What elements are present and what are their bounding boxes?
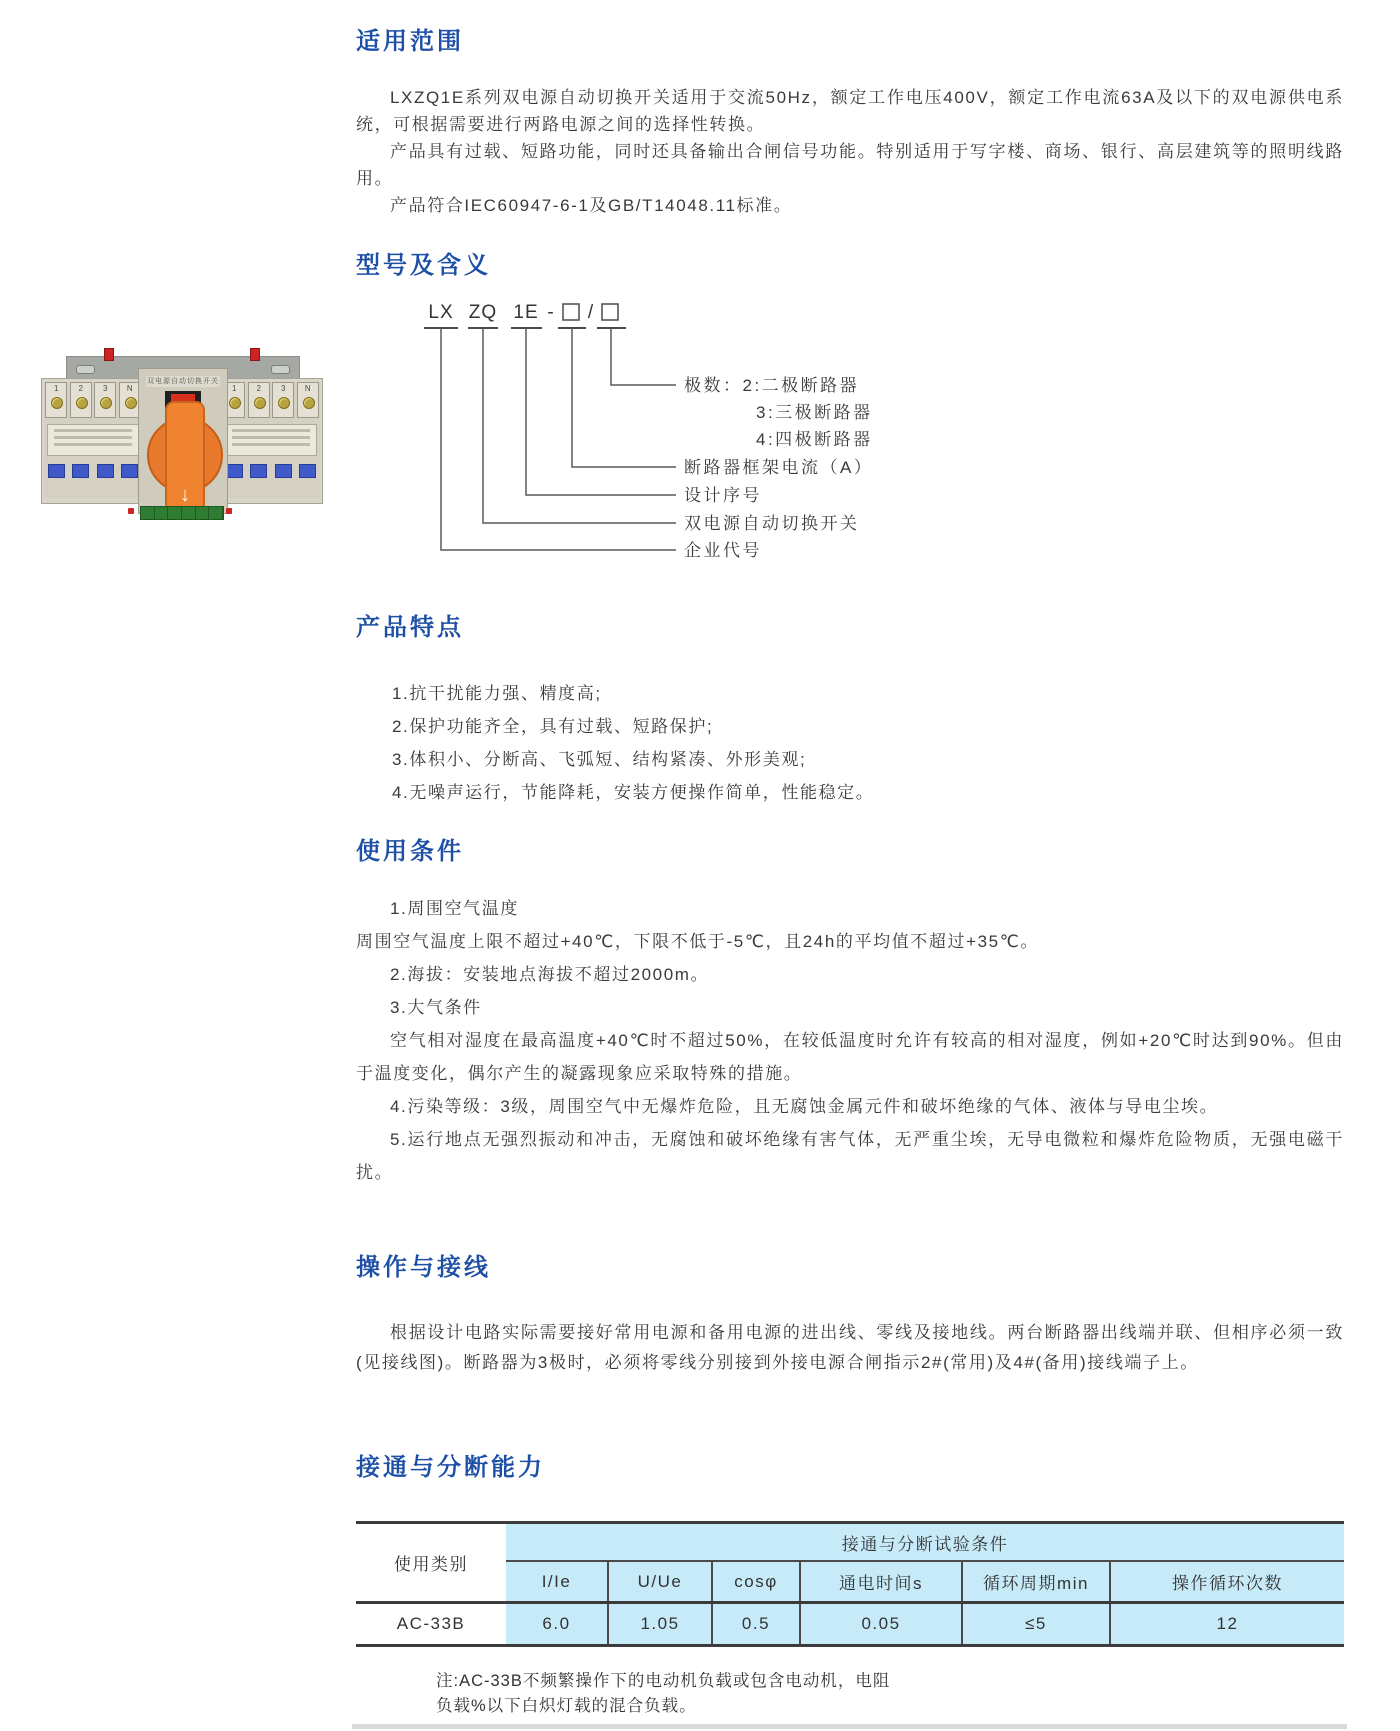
mounting-slot (76, 365, 95, 374)
col-header-cos-phi: cosφ (712, 1561, 800, 1603)
feature-item: 2.保护功能齐全，具有过载、短路保护; (392, 717, 714, 736)
feature-item: 1.抗干扰能力强、精度高; (392, 684, 602, 703)
model-code-1e: 1E (513, 302, 539, 323)
section-features (356, 612, 1344, 809)
table-note (436, 1669, 1344, 1719)
label-design-serial: 设计序号 (684, 486, 762, 505)
terminal (70, 382, 92, 418)
red-indicator (250, 348, 260, 361)
device-nameplate: 双电源自动切换开关 (147, 378, 219, 385)
switch-tab (226, 464, 243, 478)
breaker-bank-left (44, 382, 142, 498)
section-title-wiring: 操作与接线 (356, 1254, 491, 1281)
terminal-screw (278, 397, 290, 409)
switch-tab (97, 464, 114, 478)
wiring-paragraph: 根据设计电路实际需要接好常用电源和备用电源的进出线、零线及接地线。两台断路器出线端并联、但相序必须一致(见接线图)。断路器为3极时，必须将零线分别接到外接电源合闸指示2#(常用)及4#(备用)接线端子上。 (356, 1323, 1344, 1372)
terminal-label: N (304, 384, 311, 393)
label-poles: 极数：2:二极断路器 (684, 376, 860, 395)
section-scope (356, 26, 1344, 219)
model-code-dash: - (547, 302, 555, 323)
diagram-leader-lines (441, 328, 676, 550)
cell-i-ie: 6.0 (506, 1603, 608, 1646)
terminal-block-segment (141, 507, 155, 519)
condition-item: 5.运行地点无强烈振动和冲击，无腐蚀和破坏绝缘有害气体，无严重尘埃，无导电微粒和爆炸危险物质，无强电磁干扰。 (356, 1130, 1344, 1182)
table-note-line: 负载%以下白炽灯载的混合负载。 (436, 1697, 697, 1715)
terminal-screw (100, 397, 112, 409)
section-title-capacity: 接通与分断能力 (356, 1454, 545, 1481)
terminal-label: 2 (256, 384, 261, 393)
terminal-block-segment (196, 507, 210, 519)
section-capacity (356, 1452, 1344, 1719)
condition-item: 周围空气温度上限不超过+40℃，下限不低于-5℃，且24h的平均值不超过+35℃。 (356, 932, 1040, 951)
switch-tab (72, 464, 89, 478)
breaker-bank-right (222, 382, 320, 498)
section-title-scope: 适用范围 (356, 28, 464, 55)
label-poles-3: 3:三极断路器 (756, 403, 873, 422)
label-company-code: 企业代号 (684, 541, 762, 560)
switch-tab (299, 464, 316, 478)
terminal-row (44, 382, 142, 418)
label-poles-4: 4:四极断路器 (756, 430, 873, 449)
terminal-label: 2 (78, 384, 83, 393)
terminal-label: 1 (54, 384, 59, 393)
model-code-slash: / (587, 302, 595, 323)
feature-item: 3.体积小、分断高、飞弧短、结构紧凑、外形美观; (392, 750, 807, 769)
terminal-label: 3 (103, 384, 108, 393)
terminal-row (222, 382, 320, 418)
section-wiring (356, 1252, 1344, 1378)
label-line (54, 429, 132, 432)
red-indicator (128, 508, 134, 514)
feature-item: 4.无噪声运行，节能降耗，安装方便操作简单，性能稳定。 (392, 783, 875, 802)
condition-item: 空气相对湿度在最高温度+40℃时不超过50%，在较低温度时允许有较高的相对湿度，例如+20℃时达到90%。但由于温度变化，偶尔产生的凝露现象应采取特殊的措施。 (356, 1031, 1344, 1083)
section-model (356, 250, 1344, 576)
col-header-i-ie: I/Ie (506, 1561, 608, 1603)
model-designation-diagram (384, 294, 1064, 576)
red-indicator (226, 508, 232, 514)
model-code-lx: LX (428, 302, 454, 323)
col-header-op-cycles: 操作循环次数 (1110, 1561, 1344, 1603)
down-arrow-icon: ↓ (180, 484, 190, 506)
switch-tab (250, 464, 267, 478)
cell-usage-category: AC-33B (356, 1603, 506, 1646)
section-conditions (356, 836, 1344, 1189)
label-line (54, 436, 132, 439)
label-line (232, 429, 310, 432)
section-title-features: 产品特点 (356, 614, 464, 641)
col-header-cycle-period: 循环周期min (962, 1561, 1110, 1603)
capacity-table (356, 1521, 1344, 1647)
condition-item: 1.周围空气温度 (390, 899, 519, 918)
model-code-zq: ZQ (468, 302, 498, 323)
terminal-block-segment (209, 507, 223, 519)
terminal-label: 3 (281, 384, 286, 393)
section-title-conditions: 使用条件 (356, 838, 464, 865)
switch-tab (48, 464, 65, 478)
terminal-label: N (126, 384, 133, 393)
cell-cycle-period: ≤5 (962, 1603, 1110, 1646)
table-row (356, 1603, 1344, 1646)
breaker-label-window (225, 424, 317, 456)
cell-op-cycles: 12 (1110, 1603, 1344, 1646)
cell-u-ue: 1.05 (608, 1603, 712, 1646)
terminal-screw (76, 397, 88, 409)
terminal (45, 382, 67, 418)
label-line (54, 443, 132, 446)
condition-item: 2.海拔：安装地点海拔不超过2000m。 (390, 965, 710, 984)
mounting-slot (271, 365, 290, 374)
col-header-u-ue: U/Ue (608, 1561, 712, 1603)
table-note-line: 注:AC-33B不频繁操作下的电动机负载或包含电动机，电阻 (436, 1672, 891, 1690)
condition-item: 4.污染等级：3级，周围空气中无爆炸危险，且无腐蚀金属元件和破坏绝缘的气体、液体与导电尘埃。 (390, 1097, 1219, 1116)
terminal-block-segment (182, 507, 196, 519)
center-control-module (138, 368, 228, 514)
switch-tab (275, 464, 292, 478)
cell-cos-phi: 0.5 (712, 1603, 800, 1646)
scope-paragraph-3: 产品符合IEC60947-6-1及GB/T14048.11标准。 (390, 196, 793, 215)
condition-item: 3.大气条件 (390, 998, 482, 1017)
terminal-screw (51, 397, 63, 409)
breaker-switch-tabs (222, 464, 320, 478)
breaker-label-window (47, 424, 139, 456)
terminal (94, 382, 116, 418)
terminal (248, 382, 270, 418)
label-ats: 双电源自动切换开关 (684, 514, 860, 533)
col-header-usage-category: 使用类别 (394, 1555, 468, 1574)
model-placeholder-box-current (563, 304, 579, 320)
terminal-block-green (140, 506, 224, 520)
label-line (232, 436, 310, 439)
terminal (272, 382, 294, 418)
terminal-block-segment (168, 507, 182, 519)
section-title-model: 型号及含义 (356, 252, 491, 279)
terminal-screw (229, 397, 241, 409)
terminal-block-segment (155, 507, 169, 519)
group-header-test-conditions: 接通与分断试验条件 (506, 1523, 1344, 1562)
red-indicator (104, 348, 114, 361)
terminal (297, 382, 319, 418)
terminal-label: 1 (232, 384, 237, 393)
breaker-switch-tabs (44, 464, 142, 478)
cell-on-time: 0.05 (800, 1603, 962, 1646)
label-line (232, 443, 310, 446)
page-bottom-scan-edge (352, 1724, 1347, 1729)
scope-paragraph-1: LXZQ1E系列双电源自动切换开关适用于交流50Hz，额定工作电压400V，额定工作电流63A及以下的双电源供电系统，可根据需要进行两路电源之间的选择性转换。 (356, 88, 1344, 134)
model-placeholder-box-poles (602, 304, 618, 320)
scope-paragraph-2: 产品具有过载、短路功能，同时还具备输出合闸信号功能。特别适用于写字楼、商场、银行、高层建筑等的照明线路用。 (356, 142, 1344, 188)
terminal-screw (254, 397, 266, 409)
rotary-knob-handle (165, 401, 205, 513)
col-header-on-time: 通电时间s (800, 1561, 962, 1603)
terminal-screw (125, 397, 137, 409)
terminal-screw (303, 397, 315, 409)
product-photo (36, 300, 328, 518)
switch-tab (121, 464, 138, 478)
label-frame-current: 断路器框架电流（A） (684, 458, 874, 477)
